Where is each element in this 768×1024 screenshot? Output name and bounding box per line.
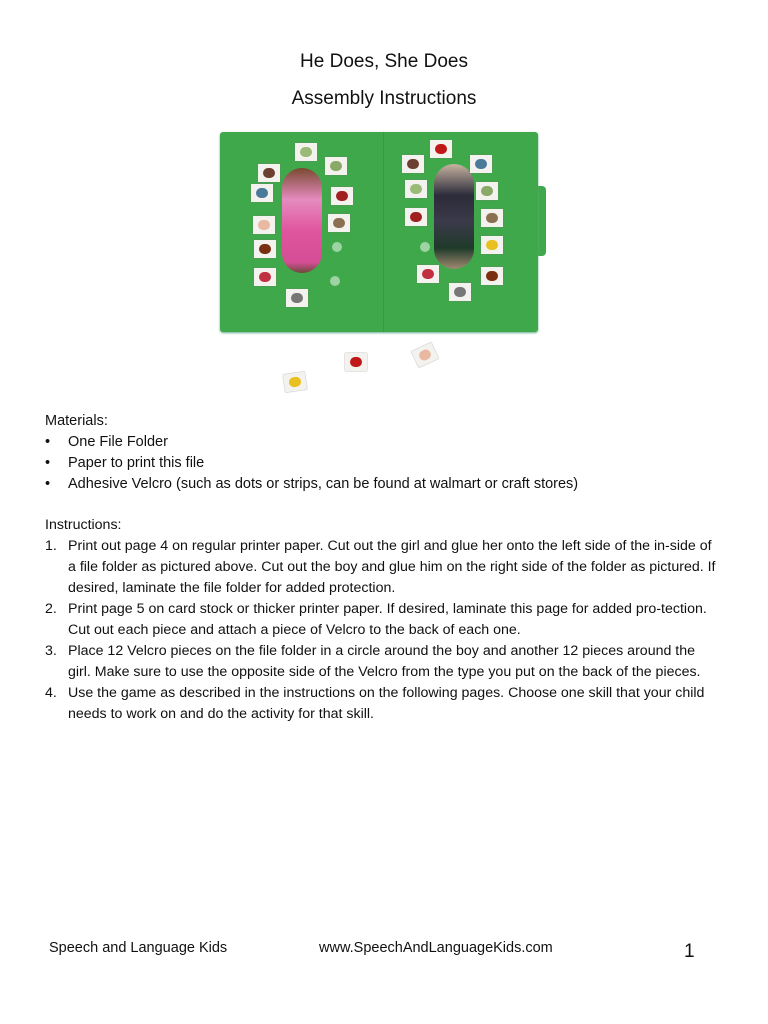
instructions-section [45, 515, 721, 725]
materials-heading: Materials: [45, 413, 108, 429]
list-item: 4. Use the game as described in the instructions on the following pages. Choose one skill that your child needs to work on and do the activity for that skill. [45, 685, 705, 722]
girl-image [282, 168, 322, 273]
instructions-heading: Instructions: [45, 517, 122, 533]
boy-image [434, 164, 474, 269]
file-folder-photo [218, 128, 548, 403]
page-number: 1 [684, 941, 695, 962]
page-subtitle: Assembly Instructions [291, 88, 477, 109]
list-item: 2. Print page 5 on card stock or thicker printer paper. If desired, laminate this page for added pro-tection. Cut out each piece and attach a piece of Velcro to the back of each one. [45, 601, 707, 638]
list-item: • Paper to print this file [45, 455, 205, 471]
footer-brand: Speech and Language Kids [49, 940, 228, 956]
list-item: 1. Print out page 4 on regular printer paper. Cut out the girl and glue her onto the left side of the in-side of a file folder as pictured above. Cut out the boy and glue him on the right side of the folder as pictured. If desired, laminate the file folder for added protection. [45, 538, 716, 596]
list-item: • Adhesive Velcro (such as dots or strips, can be found at walmart or craft stores) [45, 476, 579, 492]
footer-website: www.SpeechAndLanguageKids.com [319, 940, 553, 956]
list-item: 3. Place 12 Velcro pieces on the file folder in a circle around the boy and another 12 pieces around the girl. Make sure to use the opposite side of the Velcro from the type you put on the back of the pieces. [45, 643, 701, 680]
list-item: • One File Folder [45, 434, 168, 450]
materials-section [45, 411, 725, 495]
page-title: He Does, She Does [300, 51, 468, 72]
